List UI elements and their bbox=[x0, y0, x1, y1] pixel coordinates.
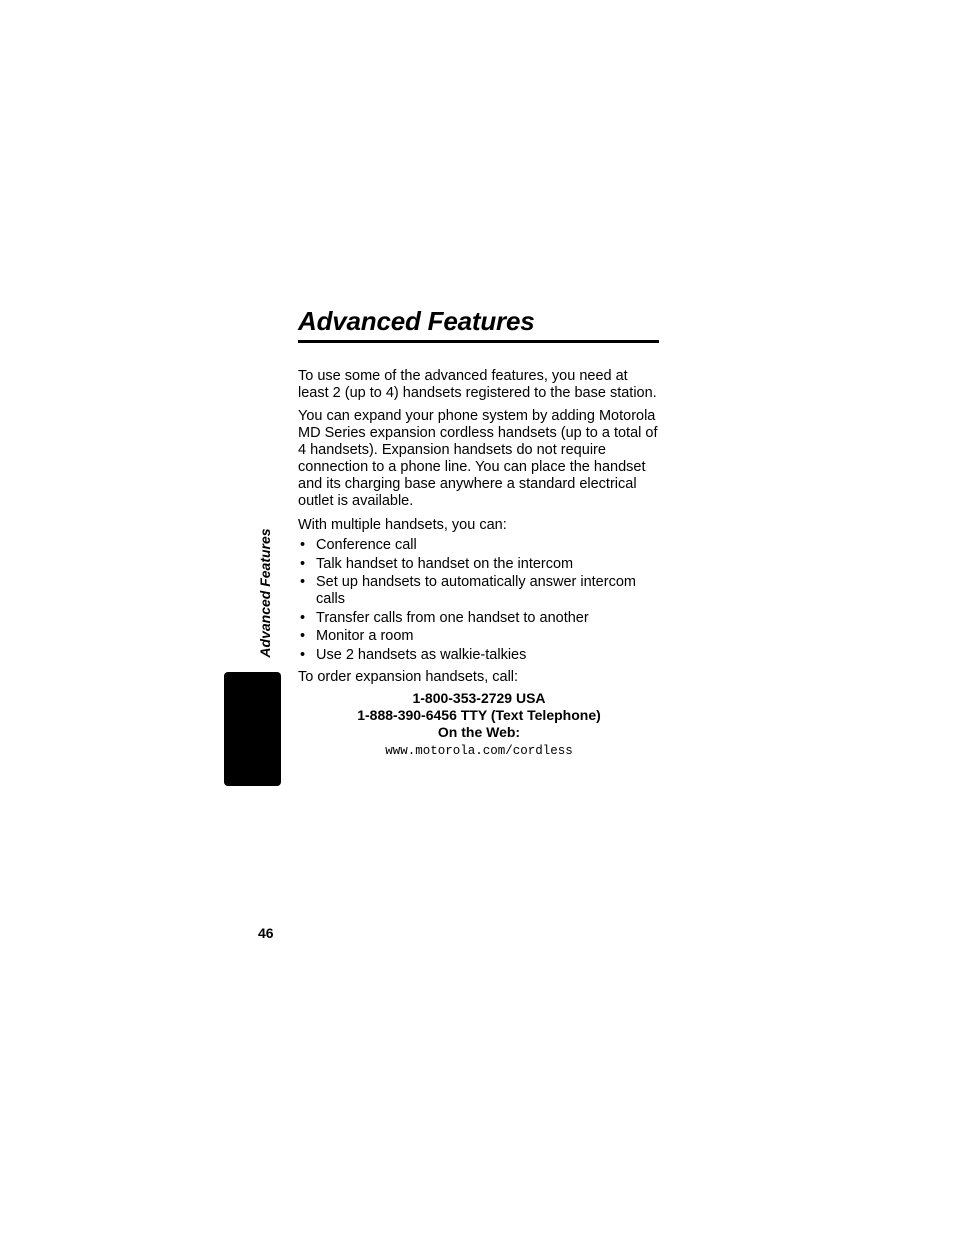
bullet-icon: • bbox=[300, 537, 306, 553]
list-item bbox=[298, 556, 660, 573]
list-item-text: Transfer calls from one handset to another bbox=[316, 609, 589, 626]
page-title: Advanced Features bbox=[298, 306, 535, 336]
list-item bbox=[298, 610, 660, 627]
list-item-text: Use 2 handsets as walkie-talkies bbox=[316, 646, 527, 663]
bullet-icon: • bbox=[300, 646, 306, 663]
list-intro: With multiple handsets, you can: bbox=[298, 517, 507, 533]
order-intro: To order expansion handsets, call: bbox=[298, 668, 519, 685]
bullet-icon: • bbox=[300, 609, 306, 626]
bullet-icon: • bbox=[300, 555, 306, 572]
web-url: www.motorola.com/cordless bbox=[385, 743, 573, 758]
expansion-paragraph: You can expand your phone system by adding Motorola MD Series expansion cordless handsets (up to a total of 4 handsets). Expansion handsets do not require connection to a phone line. You can place the handset and its charging base anywhere a standard electrical outlet is available. bbox=[298, 408, 658, 509]
feature-list bbox=[298, 537, 660, 664]
list-item-text: Monitor a room bbox=[316, 628, 414, 644]
page-number: 46 bbox=[258, 925, 274, 941]
section-side-label: Advanced Features bbox=[257, 528, 273, 658]
title-rule bbox=[298, 340, 659, 343]
list-item bbox=[298, 647, 660, 664]
list-item bbox=[298, 574, 660, 608]
list-item bbox=[298, 628, 660, 645]
main-content bbox=[298, 368, 660, 760]
contact-block bbox=[298, 690, 660, 760]
intro-paragraph: To use some of the advanced features, you need at least 2 (up to 4) handsets registered to the base station. bbox=[298, 368, 657, 401]
list-item-text: Set up handsets to automatically answer intercom calls bbox=[316, 574, 636, 607]
list-item bbox=[298, 537, 660, 554]
phone-usa: 1-800-353-2729 USA bbox=[412, 689, 546, 706]
web-label: On the Web: bbox=[437, 723, 521, 740]
bullet-icon: • bbox=[300, 628, 306, 644]
phone-tty: 1-888-390-6456 TTY (Text Telephone) bbox=[357, 706, 601, 723]
list-item-text: Conference call bbox=[316, 537, 417, 553]
bullet-icon: • bbox=[300, 574, 306, 590]
list-item-text: Talk handset to handset on the intercom bbox=[316, 555, 574, 572]
section-tab-marker bbox=[224, 672, 281, 786]
